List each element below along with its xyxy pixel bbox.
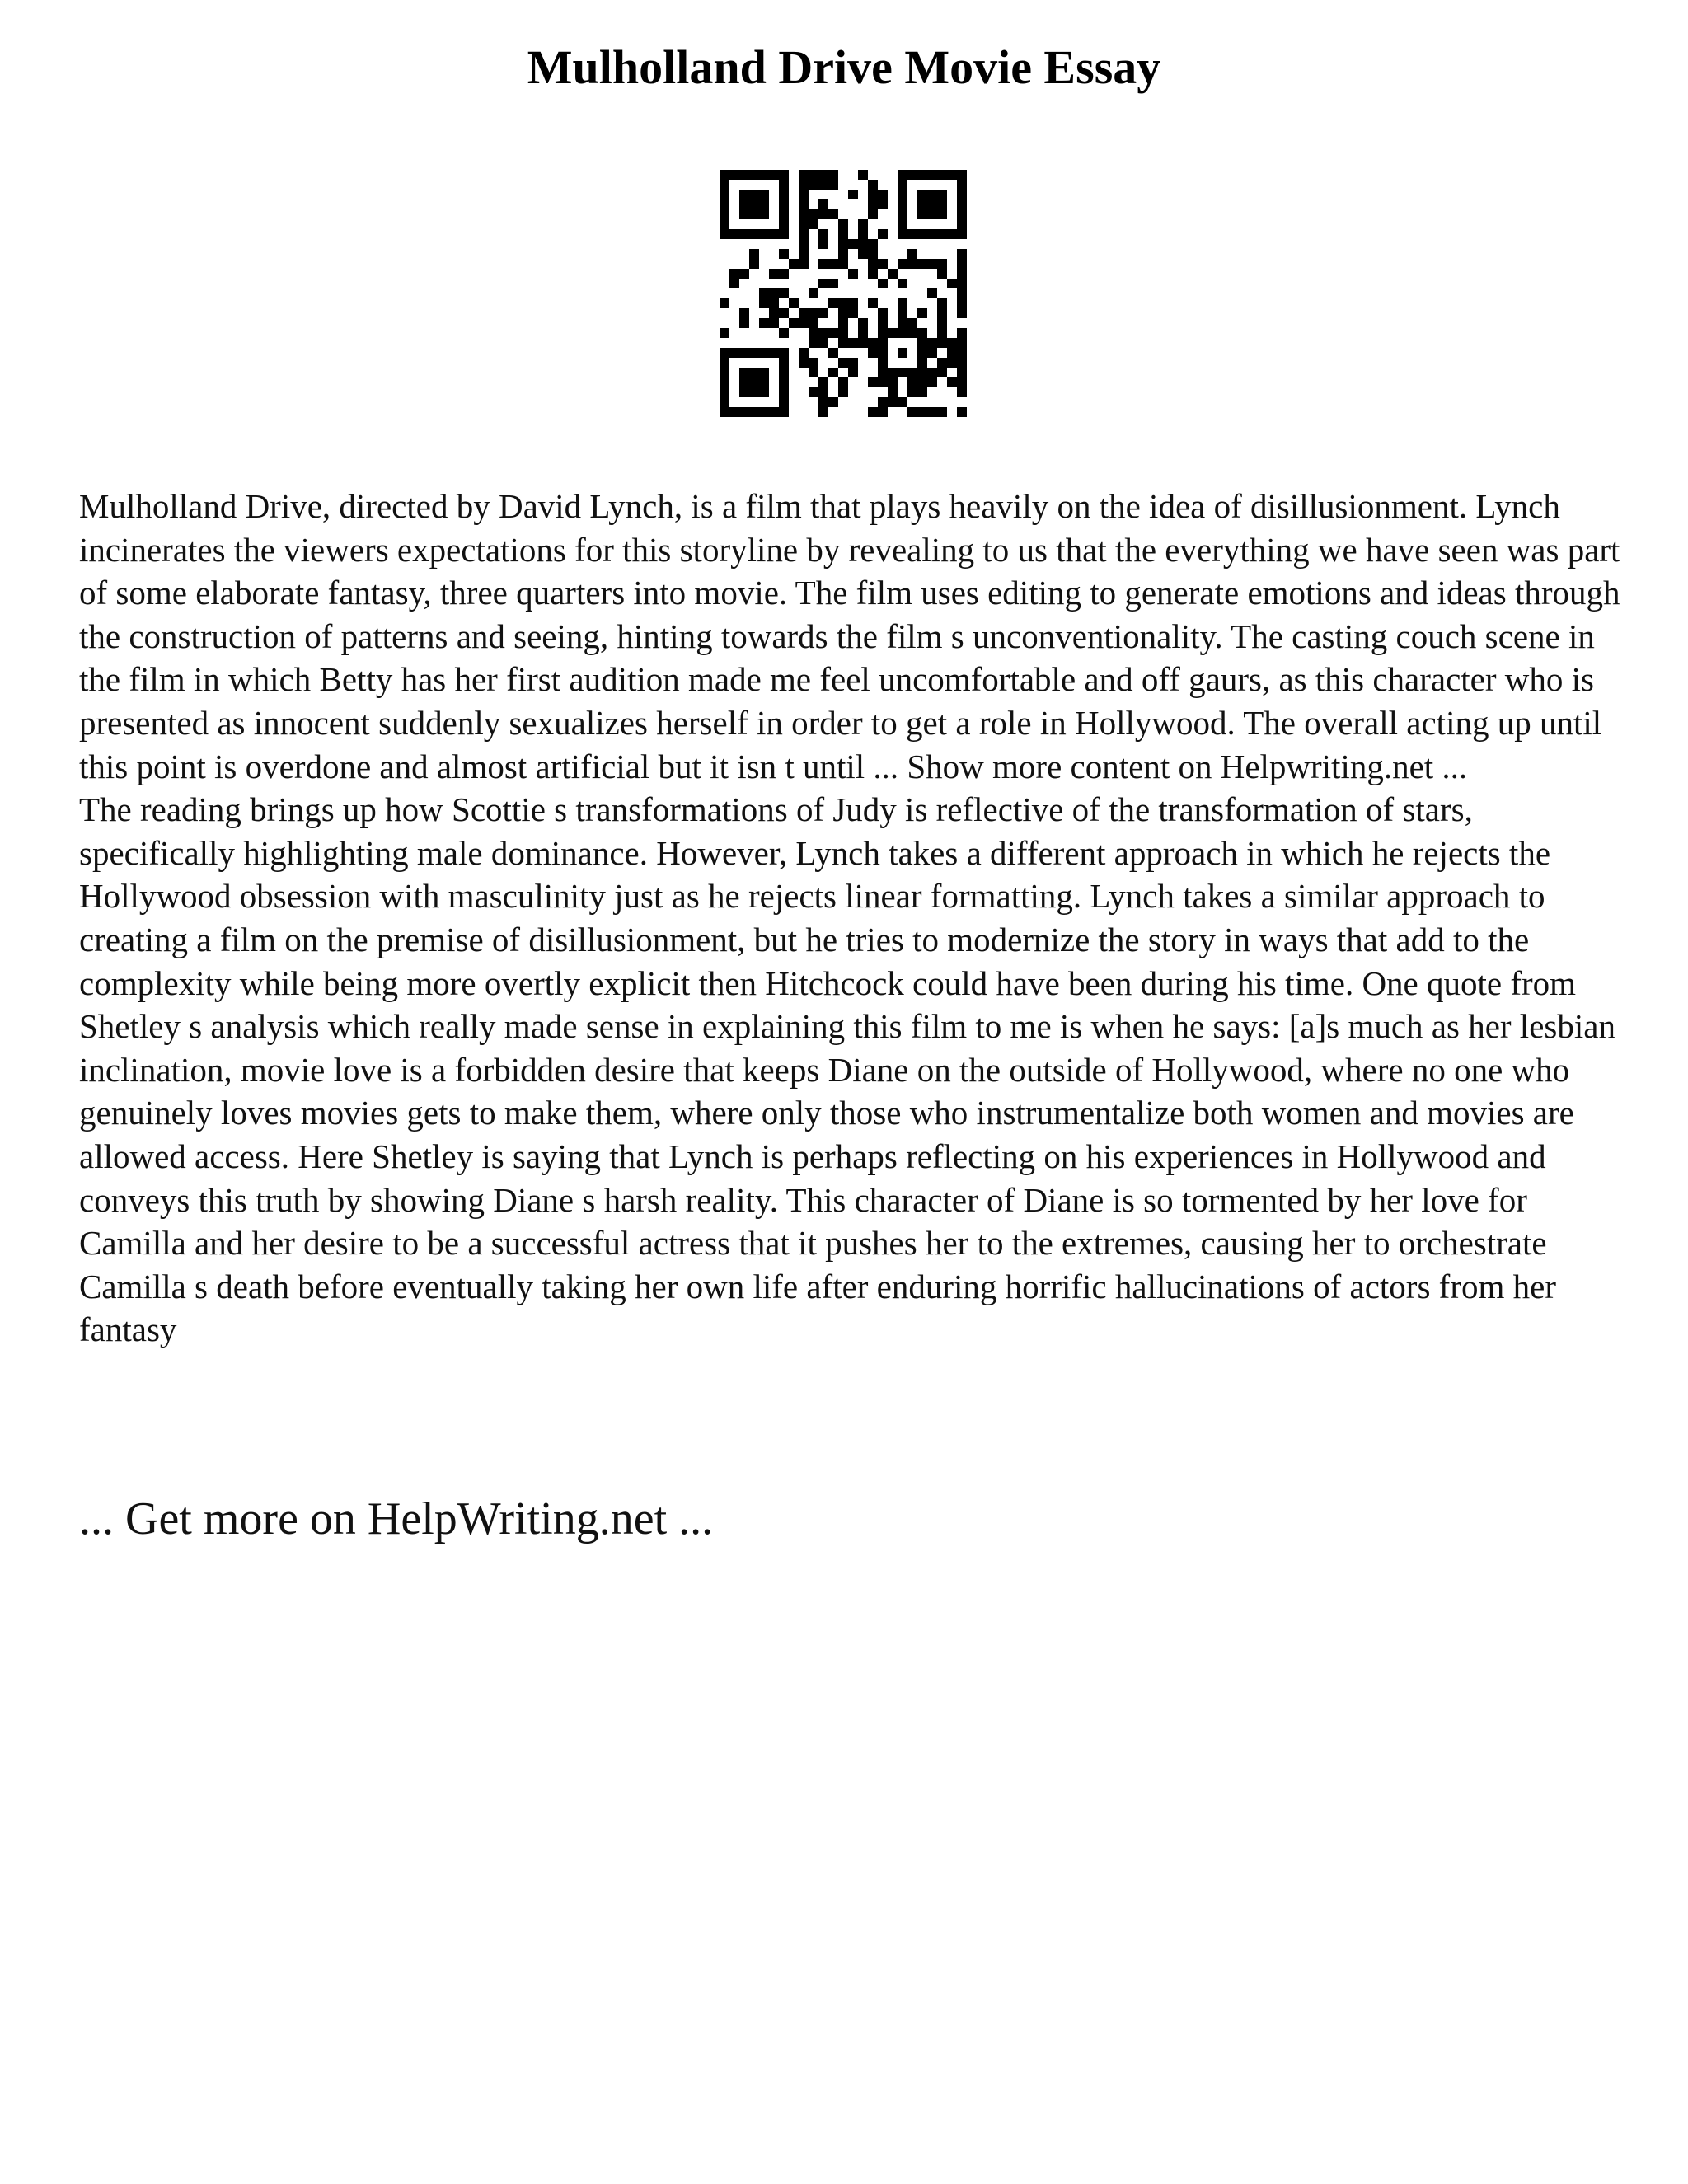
get-more-link[interactable]: ... Get more on HelpWriting.net ... (79, 1493, 714, 1544)
page-title: Mulholland Drive Movie Essay (527, 40, 1161, 94)
essay-paragraph-2: The reading brings up how Scottie s transformations of Judy is reflective of the transformation of stars, specifically highlighting male dominance. However, Lynch takes a different approach in which he rejects the Hollywood obsession with masculinity just as he rejects linear formatting. Lynch takes a similar approach to creating a film on the premise of disillusionment, but he tries to modernize the story in ways that add to the complexity while being more overtly explicit then Hitchcock could have been during his time. One quote from Shetley s analysis which really made sense in explaining this film to me is when he says: [a]s much as her lesbian inclination, movie love is a forbidden desire that keeps Diane on the outside of Hollywood, where no one who genuinely loves movies gets to make them, where only those who instrumentalize both women and movies are allowed access. Here Shetley is saying that Lynch is perhaps reflecting on his experiences in Hollywood and conveys this truth by showing Diane s harsh reality. This character of Diane is so tormented by her love for Camilla and her desire to be a successful actress that it pushes her to the extremes, causing her to orchestrate Camilla s death before eventually taking her own life after enduring horrific hallucinations of actors from her fantasy (79, 790, 1615, 1349)
essay-paragraph-1: Mulholland Drive, directed by David Lynch, is a film that plays heavily on the idea of disillusionment. Lynch incinerates the viewers expectations for this storyline by revealing to us that the everything we have seen was part of some elaborate fantasy, three quarters into movie. The film uses editing to generate emotions and ideas through the construction of patterns and seeing, hinting towards the film s unconventionality. The casting couch scene in the film in which Betty has her first audition made me feel uncomfortable and off gaurs, as this character who is presented as innocent suddenly sexualizes herself in order to get a role in Hollywood. The overall acting up until this point is overdone and almost artificial but it isn t until ... Show more content on Helpwriting.net ... (79, 487, 1620, 785)
essay-body (79, 485, 1629, 1352)
qr-code-icon (720, 170, 967, 417)
